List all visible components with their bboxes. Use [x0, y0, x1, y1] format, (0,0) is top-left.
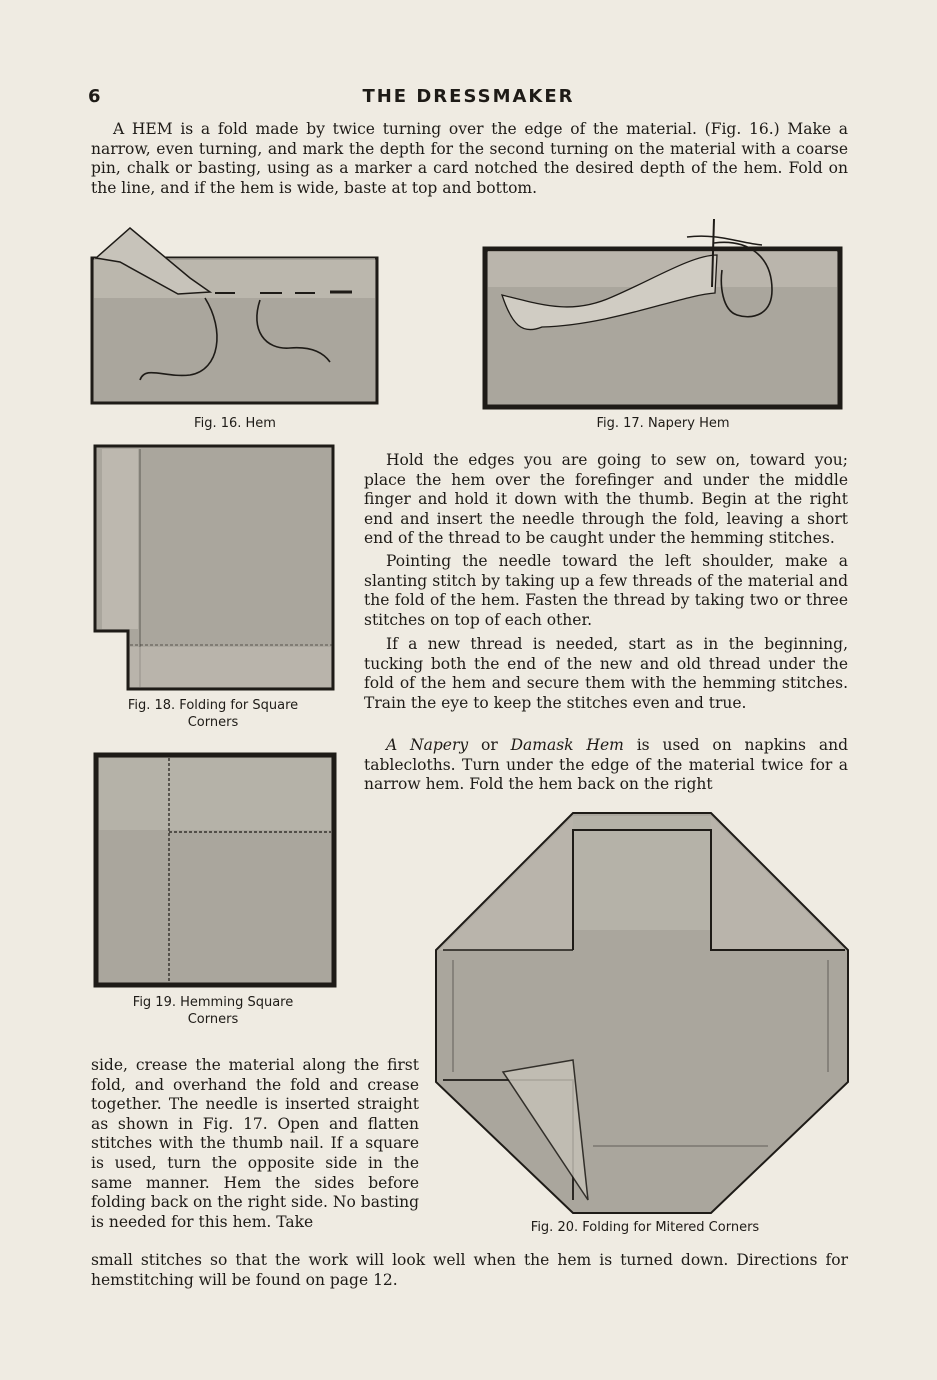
figure-17-napery-hem-image — [482, 215, 844, 411]
damask-term: Damask Hem — [510, 736, 624, 754]
new-thread-paragraph: If a new thread is needed, start as in the beginning, tucking both the end of the new and old thread under the fold of the hem and secure them with the hemming stitches. Train the eye to keep the stitches even and true. — [364, 635, 848, 712]
side-paragraph: side, crease the material along the first fold, and overhand the fold and crease together. The needle is inserted straight as shown in Fig. 17. Open and flatten stitches with the thumb nail. If a square is used, turn the opposite side in the same manner. Hem the sides before folding back on the right side. No basting is needed for this hem. Take — [91, 1056, 419, 1231]
figure-18-caption-line-1: Fig. 18. Folding for Square — [127, 698, 299, 713]
figure-18-caption-line-2: Corners — [187, 715, 239, 730]
napery-term: A Napery — [386, 736, 469, 754]
intro-paragraph: A HEM is a fold made by twice turning over the edge of the material. (Fig. 16.) Make a narrow, even turning, and mark the depth for the second turning on the material with a coarse pin, chalk or basting, using as a marker a card notched the desired depth of the hem. Fold on the line, and if the hem is wide, baste at top and bottom. — [91, 120, 848, 197]
figure-19-caption-line-1: Fig 19. Hemming Square — [132, 995, 294, 1010]
page-number: 6 — [88, 86, 103, 107]
running-head: THE DRESSMAKER — [362, 86, 575, 107]
napery-paragraph — [364, 736, 848, 795]
figure-16-caption: Fig. 16. Hem — [194, 416, 276, 431]
napery-rest: is used on napkins and tablecloths. Turn under the edge of the material twice for a narrow hem. Fold the hem back on the right — [364, 736, 848, 794]
hold-paragraph: Hold the edges you are going to sew on, toward you; place the hem over the forefinger and under the middle finger and hold it down with the thumb. Begin at the right end and insert the needle through the fold, leaving a short end of the thread to be caught under the hemming stitches. — [364, 451, 848, 548]
figure-19-caption-line-2: Corners — [187, 1012, 239, 1027]
figure-18-square-corners-image — [92, 443, 336, 693]
napery-connector: or — [468, 736, 511, 754]
figure-19-hemming-square-image — [93, 752, 337, 988]
figure-17-caption: Fig. 17. Napery Hem — [596, 416, 730, 431]
closing-paragraph: small stitches so that the work will look well when the hem is turned down. Directions for hemstitching will be found on page 12. — [91, 1251, 848, 1289]
figure-20-caption: Fig. 20. Folding for Mitered Corners — [530, 1220, 760, 1235]
figure-20-mitered-corners-image — [433, 810, 851, 1216]
pointing-paragraph: Pointing the needle toward the left shoulder, make a slanting stitch by taking up a few threads of the material and the fold of the hem. Fasten the thread by taking two or three stitches on top of each other. — [364, 552, 848, 629]
figure-16-hem-image — [90, 220, 380, 406]
